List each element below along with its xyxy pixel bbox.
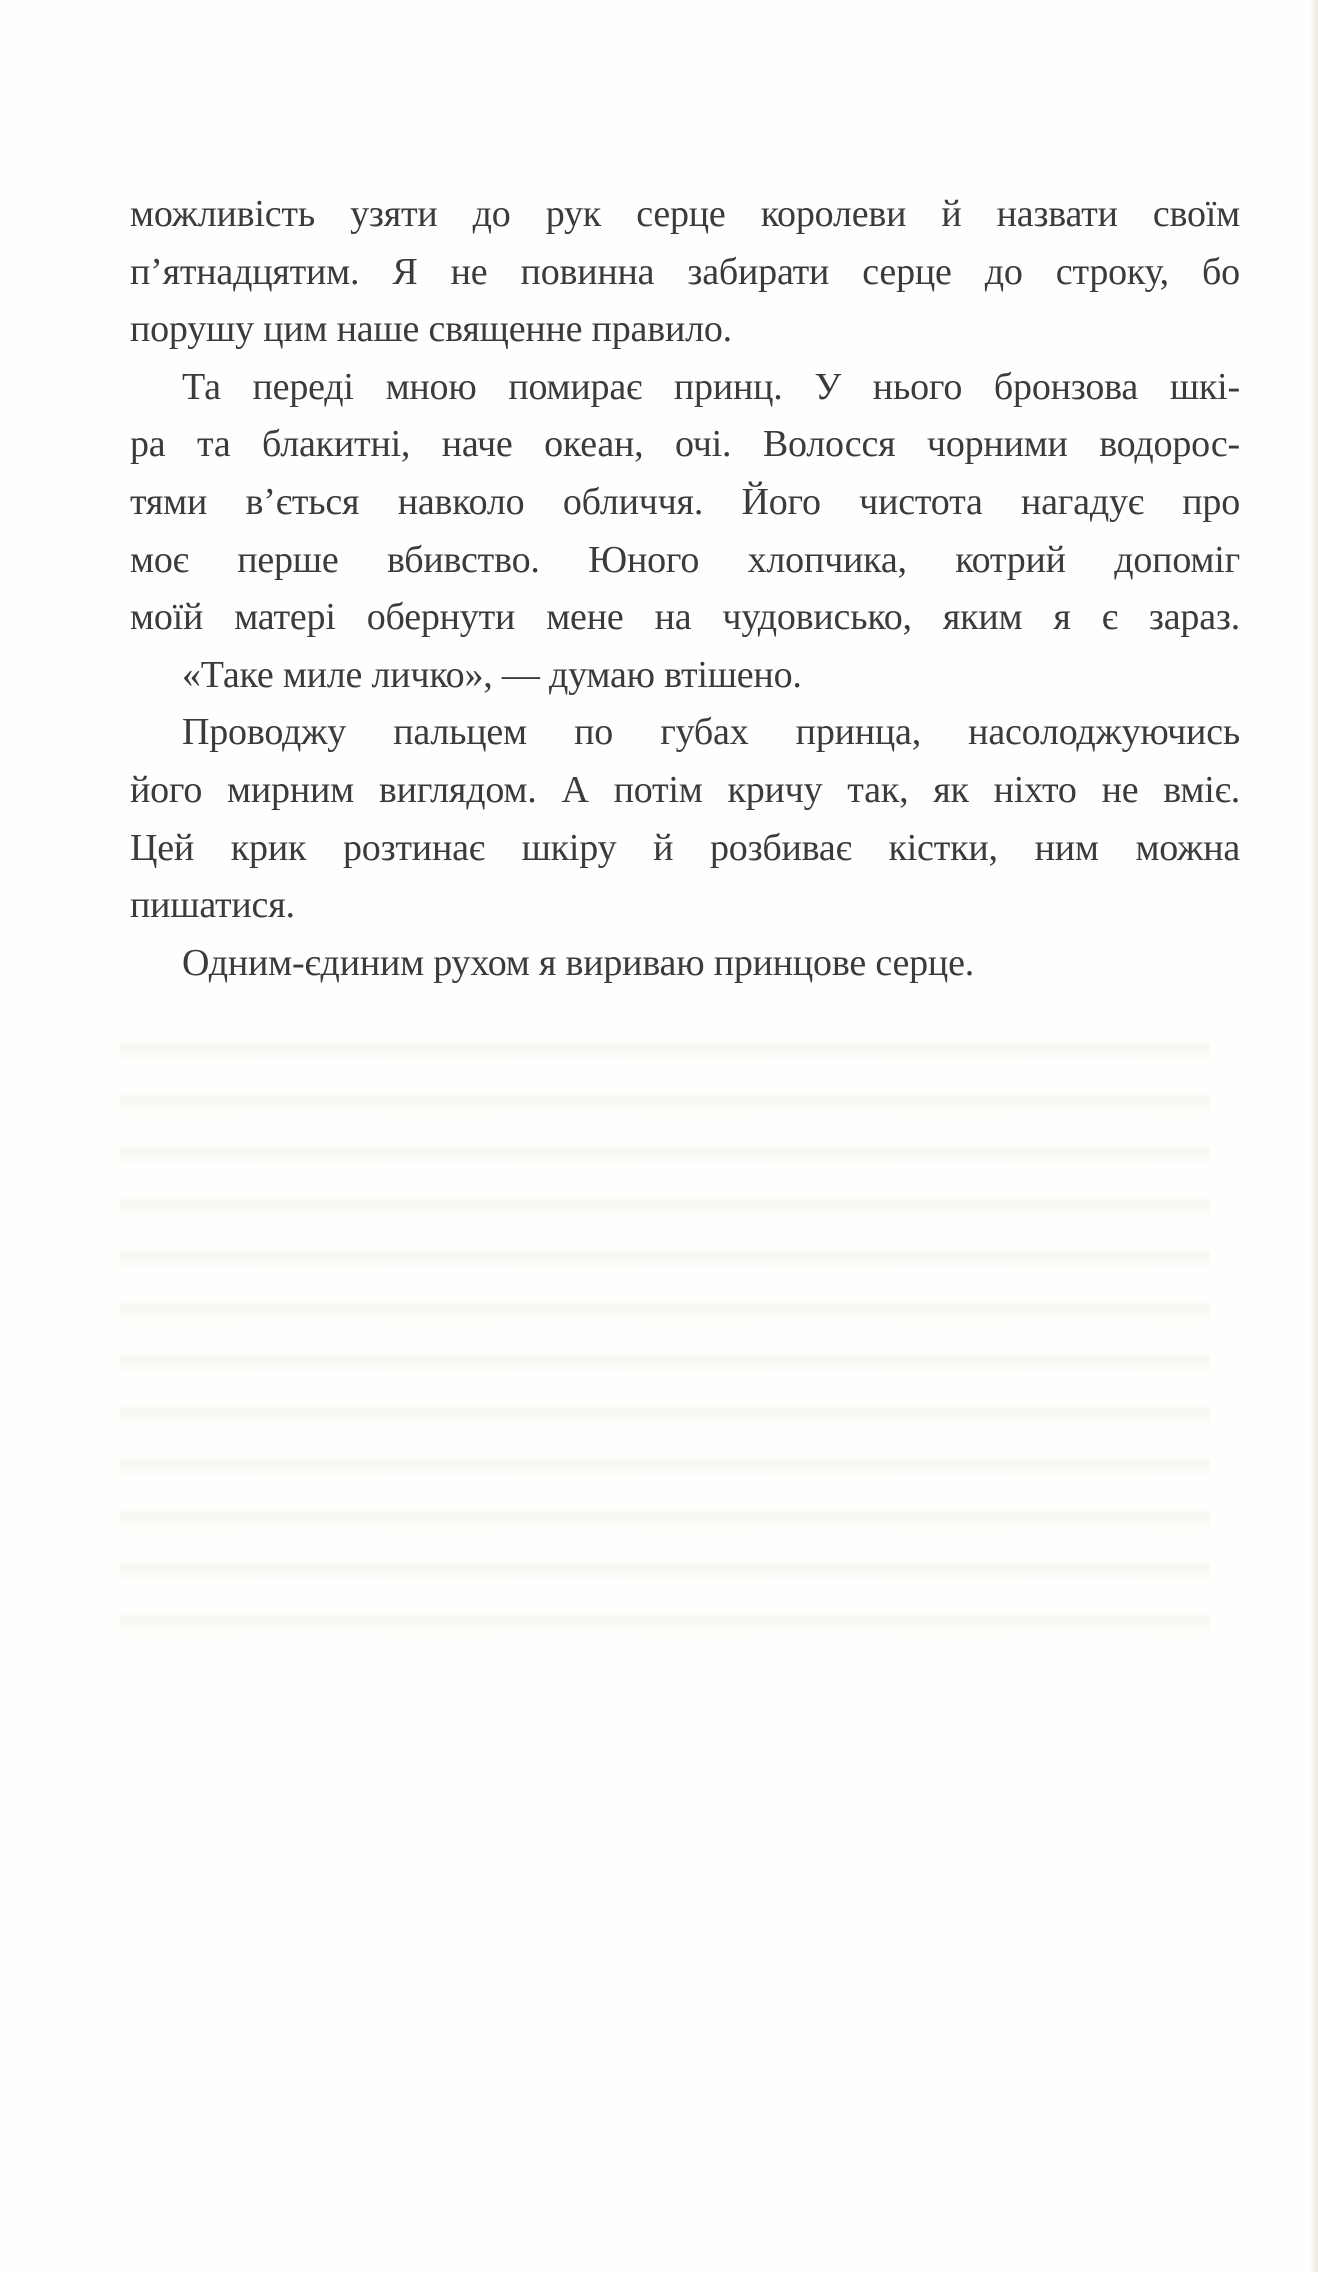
paragraph-1 xyxy=(130,186,1240,359)
text-line: тями в’ється навколо обличчя. Його чистота нагадує про xyxy=(130,480,1240,523)
text-line: Проводжу пальцем по губах принца, насолоджуючись xyxy=(182,711,1240,754)
text-line: Цей крик розтинає шкіру й розбиває кістки, ним можна xyxy=(130,826,1240,869)
text-line: його мирним виглядом. А потім кричу так, як ніхто не вміє. xyxy=(130,768,1240,811)
text-line: «Таке миле личко», — думаю втішено. xyxy=(182,653,802,696)
text-line: моє перше вбивство. Юного хлопчика, котрий допоміг xyxy=(130,538,1240,581)
text-line: п’ятнадцятим. Я не повинна забирати серце до строку, бо xyxy=(130,250,1240,293)
paragraph-2 xyxy=(130,359,1240,647)
paragraph-3 xyxy=(130,647,1240,705)
paragraph-4 xyxy=(130,704,1240,934)
text-line: Одним-єдиним рухом я вириваю принцове серце. xyxy=(182,941,975,984)
paragraph-5 xyxy=(130,935,1240,993)
text-line: моїй матері обернути мене на чудовисько, яким я є зараз. xyxy=(130,596,1240,639)
text-line: Та переді мною помирає принц. У нього бронзова шкі- xyxy=(182,365,1240,408)
text-line: порушу цим наше священне правило. xyxy=(130,308,732,351)
paper-bleed-through xyxy=(120,1010,1210,1650)
text-line: ра та блакитні, наче океан, очі. Волосся чорними водорос- xyxy=(130,423,1240,466)
text-line: пишатися. xyxy=(130,884,295,927)
body-text xyxy=(130,186,1240,992)
page-edge xyxy=(1310,0,1318,2272)
text-line: можливість узяти до рук серце королеви й назвати своїм xyxy=(130,193,1240,235)
